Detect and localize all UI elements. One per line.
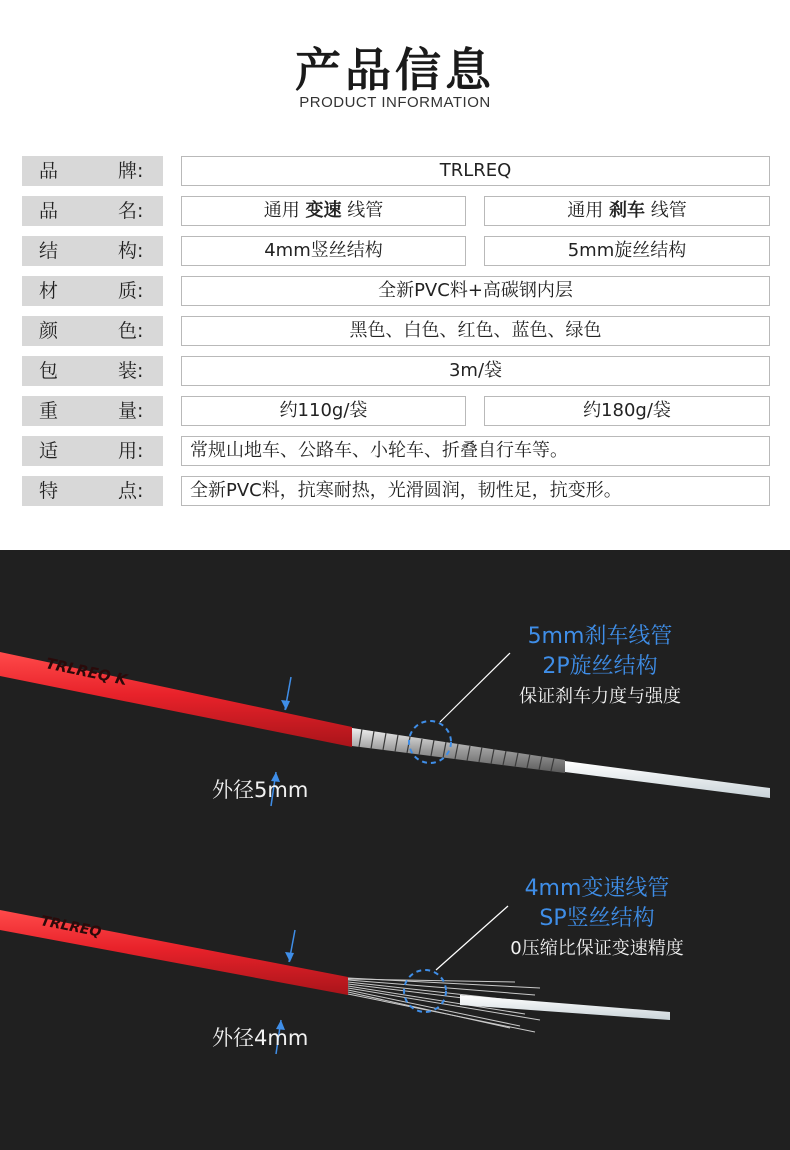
- label-char: 颜: [39, 320, 59, 342]
- row-label: [22, 156, 163, 186]
- brake-liner: [565, 761, 770, 798]
- row-features: [22, 476, 770, 506]
- label-char: 量:: [118, 400, 144, 422]
- label-char: 装:: [118, 360, 144, 382]
- label-char: 牌:: [118, 160, 144, 182]
- name-bold: 变速: [305, 200, 342, 221]
- name-prefix: 通用: [263, 200, 306, 221]
- label-char: 品: [39, 200, 59, 222]
- brake-desc: 保证刹车力度与强度: [519, 686, 681, 707]
- row-applicable: [22, 436, 770, 466]
- brake-steel-coil: [352, 728, 565, 773]
- label-char: 重: [39, 400, 59, 422]
- page-title: 产品信息: [295, 43, 495, 97]
- row-label: [22, 356, 163, 386]
- row-color: [22, 316, 770, 346]
- shift-annotation: [497, 874, 697, 964]
- shift-desc: 0压缩比保证变速精度: [510, 938, 684, 959]
- brake-structure: 2P旋丝结构: [542, 654, 658, 679]
- brake-housing-name: [484, 196, 770, 226]
- applicable-value: 常规山地车、公路车、小轮车、折叠自行车等。: [181, 436, 770, 466]
- row-label: [22, 236, 163, 266]
- color-value: 黑色、白色、红色、蓝色、绿色: [181, 316, 770, 346]
- page-subtitle: PRODUCT INFORMATION: [299, 94, 491, 111]
- row-product-name: [22, 196, 770, 226]
- shift-cable-print: TRLREQ: [39, 913, 103, 941]
- header: [0, 0, 790, 140]
- shift-liner: [460, 995, 670, 1020]
- label-char: 品: [39, 160, 59, 182]
- packaging-value: 3m/袋: [181, 356, 770, 386]
- label-char: 结: [39, 240, 59, 262]
- label-char: 名:: [118, 200, 144, 222]
- label-char: 用:: [118, 440, 144, 462]
- shift-housing-name: [181, 196, 466, 226]
- label-char: 点:: [118, 480, 144, 502]
- label-char: 包: [39, 360, 59, 382]
- structure-left: 4mm竖丝结构: [181, 236, 466, 266]
- row-label: [22, 436, 163, 466]
- name-suffix: 线管: [645, 200, 687, 221]
- brake-annotation: [500, 622, 700, 712]
- row-label: [22, 316, 163, 346]
- dia-arrowhead: [281, 700, 290, 710]
- row-label: [22, 196, 163, 226]
- name-bold: 刹车: [609, 200, 645, 221]
- label-char: 适: [39, 440, 59, 462]
- brand-value: TRLREQ: [181, 156, 770, 186]
- label-char: 材: [39, 280, 59, 302]
- brake-cable-print: TRLREQ K: [44, 654, 129, 690]
- row-label: [22, 476, 163, 506]
- shift-structure: SP竖丝结构: [539, 906, 655, 931]
- row-packaging: [22, 356, 770, 386]
- structure-right: 5mm旋丝结构: [484, 236, 770, 266]
- label-char: 构:: [118, 240, 144, 262]
- row-label: [22, 396, 163, 426]
- shift-title: 4mm变速线管: [524, 876, 670, 901]
- features-value: 全新PVC料，抗寒耐热，光滑圆润，韧性足，抗变形。: [181, 476, 770, 506]
- dia-arrowhead: [285, 952, 294, 962]
- shift-diameter-label: 外径4mm: [212, 1026, 309, 1050]
- row-weight: [22, 396, 770, 426]
- brake-title: 5mm刹车线管: [527, 624, 673, 649]
- brake-diameter-label: 外径5mm: [212, 778, 309, 802]
- row-material: [22, 276, 770, 306]
- weight-left: 约110g/袋: [181, 396, 466, 426]
- label-char: 色:: [118, 320, 144, 342]
- label-char: 特: [39, 480, 59, 502]
- name-suffix: 线管: [341, 200, 384, 221]
- row-label: [22, 276, 163, 306]
- name-prefix: 通用: [567, 200, 609, 221]
- weight-right: 约180g/袋: [484, 396, 770, 426]
- material-value: 全新PVC料+高碳钢内层: [181, 276, 770, 306]
- row-structure: [22, 236, 770, 266]
- row-brand: [22, 156, 770, 186]
- product-photo: [0, 550, 790, 1150]
- label-char: 质:: [118, 280, 144, 302]
